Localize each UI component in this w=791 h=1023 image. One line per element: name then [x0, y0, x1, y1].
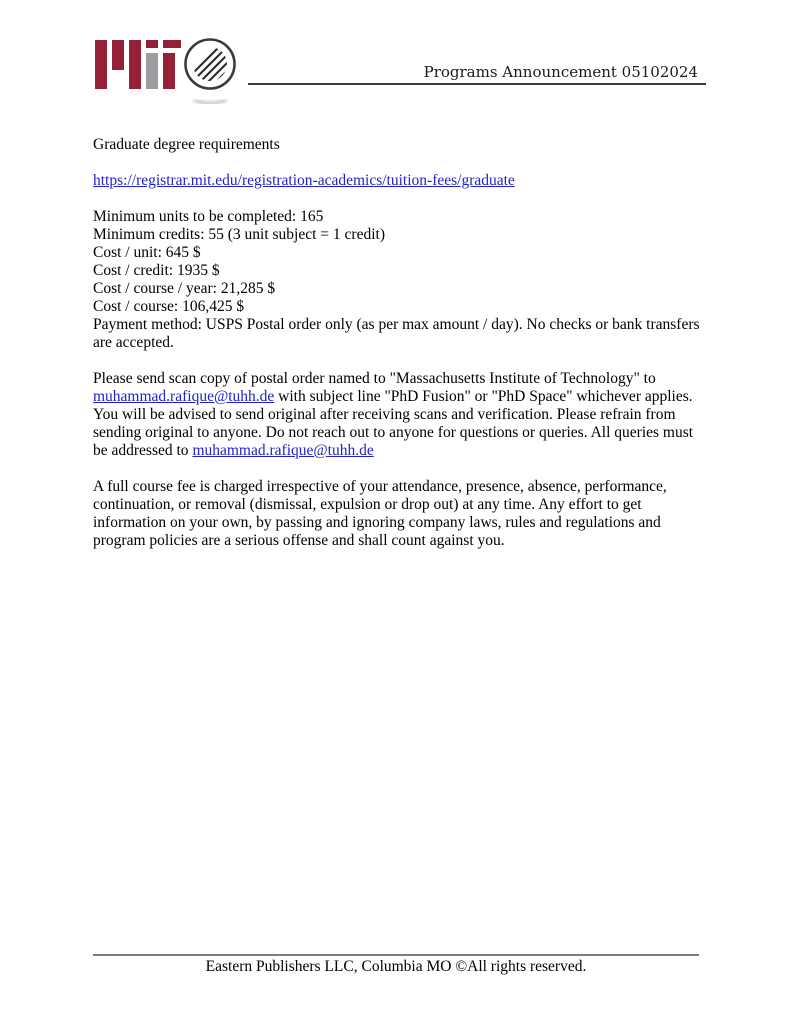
requirement-line-cost-unit: Cost / unit: 645 $: [93, 244, 201, 261]
requirement-line-credits: Minimum credits: 55 (3 unit subject = 1 credit): [93, 226, 385, 243]
announcement-title: Programs Announcement 05102024: [423, 63, 698, 81]
mit-logo-t-crossbar: [163, 40, 181, 48]
postal-text-2: with subject line "PhD Fusion" or "PhD Space" whichever applies. You will be advised to send original after receiving scans and verification. Please refrain from sending original to anyone. Do not reach out to anyone for questions or queries. All queries must be addressed to: [93, 388, 694, 459]
requirement-line-cost-course-year: Cost / course / year: 21,285 $: [93, 280, 276, 297]
requirement-line-cost-course: Cost / course: 106,425 $: [93, 298, 245, 315]
registrar-tuition-link[interactable]: https://registrar.mit.edu/registration-academics/tuition-fees/graduate: [93, 172, 515, 189]
mit-logo: [95, 40, 181, 89]
mit-logo-bar: [95, 40, 107, 89]
requirement-line-payment-method: Payment method: USPS Postal order only (as per max amount / day). No checks or bank transfers are accepted.: [93, 316, 700, 351]
requirement-line-cost-credit: Cost / credit: 1935 $: [93, 262, 220, 279]
postal-text-1: Please send scan copy of postal order named to "Massachusetts Institute of Technology" to: [93, 370, 656, 387]
page-footer: [93, 954, 699, 976]
section-heading: Graduate degree requirements: [93, 136, 280, 153]
registrar-link-line: [93, 172, 700, 190]
mit-logo-i-dot: [146, 40, 158, 48]
postal-instructions-paragraph: [93, 370, 700, 460]
circle-reflection-shadow: [195, 100, 225, 104]
mit-logo-bar: [129, 40, 141, 89]
email-link[interactable]: muhammad.rafique@tuhh.de: [192, 442, 374, 459]
footer-text: Eastern Publishers LLC, Columbia MO ©All rights reserved.: [205, 958, 587, 975]
mit-logo-bar: [112, 40, 124, 70]
email-link[interactable]: muhammad.rafique@tuhh.de: [93, 388, 275, 405]
header-rule: [248, 83, 706, 85]
document-body: [93, 136, 700, 550]
policy-paragraph: A full course fee is charged irrespective of your attendance, presence, absence, performance, continuation, or removal (dismissal, expulsion or drop out) at any time. Any effort to get information on your own, by passing and ignoring company laws, rules and regulations and program policies are a serious offense and shall count against you.: [93, 478, 667, 549]
mit-logo-i-stem: [146, 53, 158, 89]
requirement-line-units: Minimum units to be completed: 165: [93, 208, 324, 225]
requirements-list: [93, 208, 700, 352]
hatched-circle-icon: [183, 36, 241, 112]
mit-logo-t-stem: [163, 53, 175, 89]
